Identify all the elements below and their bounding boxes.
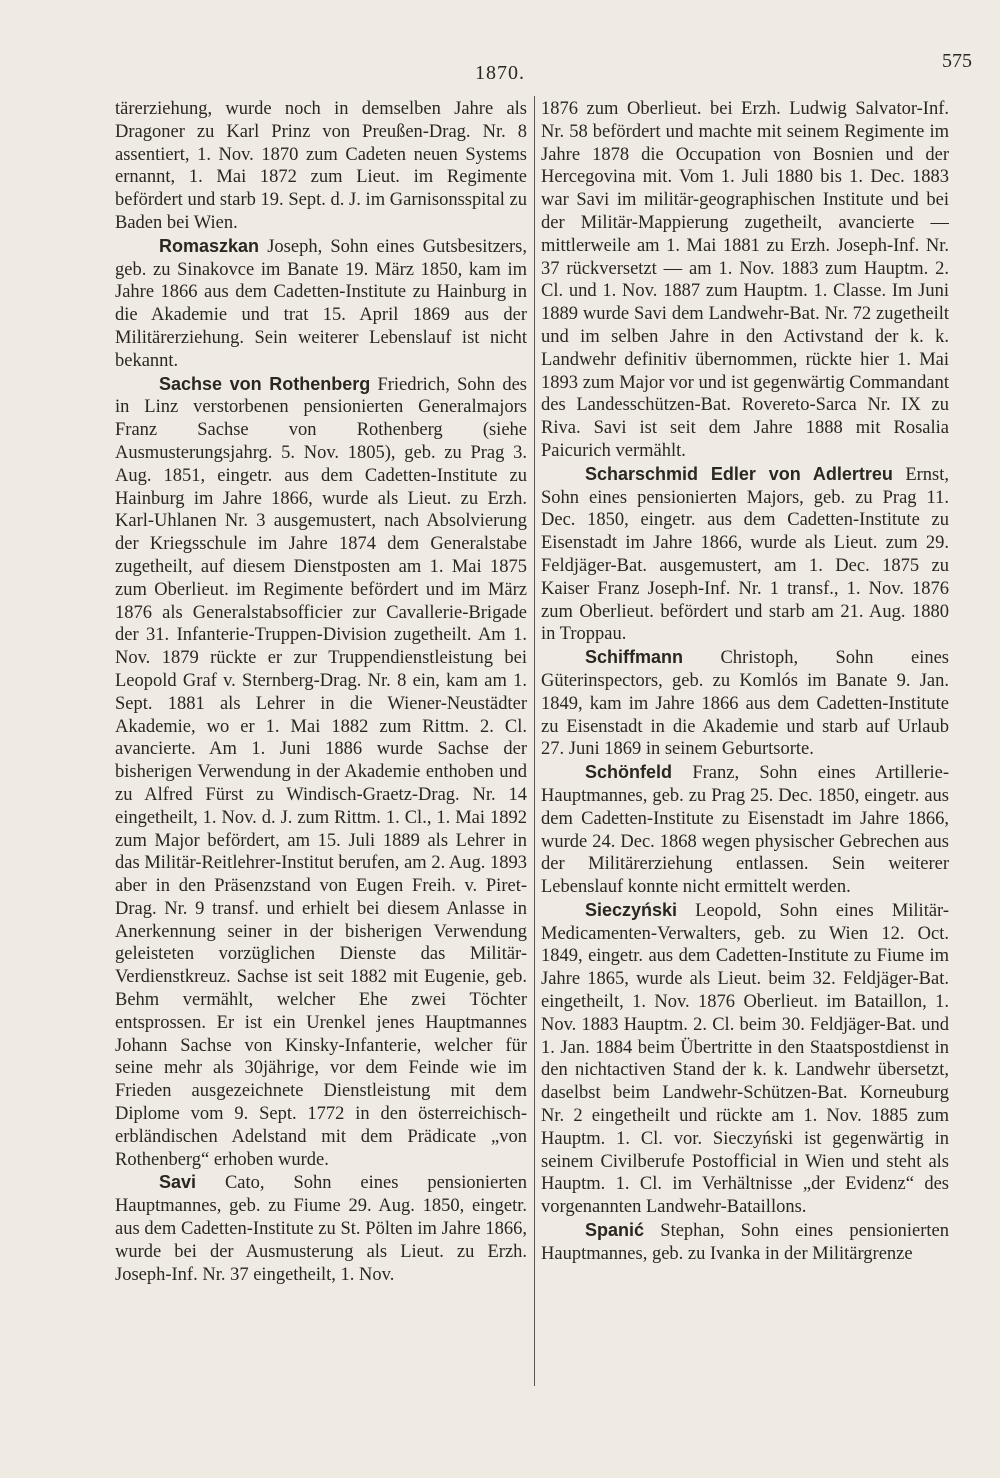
entry-text: 1876 zum Oberlieut. bei Erzh. Ludwig Salvator-Inf. Nr. 58 befördert und machte mit seinem Regimente im Jahre 1878 die Occupation von Bosnien und der Hercegovina mit. Vom 1. Juli 1880 bis 1. Dec. 1883 war Savi im militär-geographischen Institute und bei der Militär-Mappierung zugetheilt, avancierte — mittlerweile am 1. Mai 1881 zu Erzh. Joseph-Inf. Nr. 37 rückversetzt — am 1. Nov. 1883 zum Hauptm. 2. Cl. und 1. Nov. 1887 zum Hauptm. 1. Classe. Im Juni 1889 wurde Savi dem Landwehr-Bat. Nr. 72 zugetheilt und im selben Jahre in den Activstand der k. k. Landwehr definitiv übernommen, rückte hier 1. Mai 1893 zum Major vor und ist gegenwärtig Commandant des Landesschützen-Bat. Rovereto-Sarca Nr. IX zu Riva. Savi ist seit dem Jahre 1888 mit Rosalia Paicurich vermählt. (541, 99, 949, 461)
entry-schoenfeld (541, 761, 949, 899)
entry-text: tärerziehung, wurde noch in demselben Jahre als Dragoner zu Karl Prinz von Preußen-Drag. Nr. 8 assentiert, 1. Nov. 1870 zum Cadeten neuen Systems ernannt, 1. Mai 1872 zum Lieut. im Regimente befördert und starb 19. Sept. d. J. im Garnisonsspital zu Baden bei Wien. (115, 99, 527, 233)
entry-text: Leopold, Sohn eines Militär-Medicamenten-Verwalters, geb. zu Wien 12. Oct. 1849, eingetr. aus dem Cadetten-Institute zu Fiume im Jahre 1865, wurde als Lieut. beim 32. Feldjäger-Bat. eingetheilt, 1. Nov. 1876 Oberlieut. im Bataillon, 1. Nov. 1883 Hauptm. 2. Cl. beim 30. Feldjäger-Bat. und 1. Jan. 1884 beim Übertritte in den Staatspostdienst in den nichtactiven Stand der k. k. Landwehr übersetzt, daselbst beim Landwehr-Schützen-Bat. Korneuburg Nr. 2 eingetheilt und rückte am 1. Nov. 1885 zum Hauptm. 1. Cl. vor. Sieczyński ist gegenwärtig in seinem Civilberufe Postofficial in Wien und steht als Hauptm. 1. Cl. im Verhältnisse „der Evidenz“ des vorgenannten Landwehr-Bataillons. (541, 900, 949, 1218)
right-column (541, 98, 949, 1388)
entry-text: Stephan, Sohn eines pensionierten Hauptmannes, geb. zu Ivanka in der Militärgrenze (541, 1221, 949, 1264)
entry-continuation (115, 98, 527, 235)
entry-name: Savi (159, 1172, 197, 1193)
page-number: 575 (942, 50, 972, 72)
column-divider (534, 96, 535, 1386)
entry-name: Sieczyński (585, 899, 678, 920)
entry-name: Schiffmann (585, 647, 684, 668)
entry-name: Schönfeld (585, 762, 673, 783)
left-column (115, 98, 527, 1388)
entry-sachse-von-rothenberg (115, 373, 527, 1172)
entry-name: Romaszkan (159, 235, 260, 256)
entry-scharschmid (541, 463, 949, 646)
entry-text: Joseph, Sohn eines Gutsbesitzers, geb. zu Sinakovce im Banate 19. März 1850, kam im Jahre 1866 aus dem Cadetten-Institute zu Hainburg in die Akademie und trat 15. April 1869 aus der Militärerziehung. Sein weiterer Lebenslauf ist nicht bekannt. (115, 236, 527, 371)
entry-schiffmann (541, 646, 949, 761)
entry-name: Sachse von Rothenberg (159, 373, 371, 394)
entry-name: Spanić (585, 1220, 645, 1241)
entry-sieczynski (541, 899, 949, 1219)
entry-text: Cato, Sohn eines pensionierten Hauptmannes, geb. zu Fiume 29. Aug. 1850, eingetr. aus dem Cadetten-Institute zu St. Pölten im Jahre 1866, wurde bei der Ausmusterung als Lieut. zu Erzh. Joseph-Inf. Nr. 37 eingetheilt, 1. Nov. (115, 1173, 527, 1285)
entry-spanic (541, 1219, 949, 1266)
entry-savi (115, 1171, 527, 1286)
entry-continuation (541, 98, 949, 463)
entry-text: Ernst, Sohn eines pensionierten Majors, geb. zu Prag 11. Dec. 1850, eingetr. aus dem Cadetten-Institute zu Eisenstadt im Jahre 1866, wurde als Lieut. zum 29. Feldjäger-Bat. ausgemustert, am 1. Dec. 1875 zu Kaiser Franz Joseph-Inf. Nr. 1 transf., 1. Nov. 1876 zum Oberlieut. befördert und starb am 21. Aug. 1880 in Troppau. (541, 464, 949, 645)
entry-text: Friedrich, Sohn des in Linz verstorbenen pensionierten Generalmajors Franz Sachse von Rothenberg (siehe Ausmusterungsjahrg. 5. Nov. 1805), geb. zu Prag 3. Aug. 1851, eingetr. aus dem Cadetten-Institute zu Hainburg im Jahre 1866, wurde als Lieut. zu Erzh. Karl-Uhlanen Nr. 3 ausgemustert, nach Absolvierung der Kriegsschule im Jahre 1874 dem Generalstabe zugetheilt, auf diesem Dienstposten am 1. Mai 1875 zum Oberlieut. im Regimente befördert und im März 1876 als Generalstabsofficier zur Cavallerie-Brigade der 31. Infanterie-Truppen-Division zugetheilt. Am 1. Nov. 1879 rückte er zur Truppendienstleistung bei Leopold Graf v. Sternberg-Drag. Nr. 8 ein, kam am 1. Sept. 1881 als Lehrer in die Wiener-Neustädter Akademie, wo er 1. Mai 1882 zum Rittm. 2. Cl. avancierte. Am 1. Juni 1886 wurde Sachse der bisherigen Verwendung in der Akademie enthoben und zu Alfred Fürst zu Windisch-Graetz-Drag. Nr. 14 eingetheilt, 1. Nov. d. J. zum Rittm. 1. Cl., 1. Mai 1892 zum Major befördert, am 15. Juli 1889 als Lehrer in das Militär-Reitlehrer-Institut berufen, am 2. Aug. 1893 aber in den Präsenzstand von Eugen Freih. v. Piret-Drag. Nr. 9 transf. und erhielt bei diesem Anlasse in Anerkennung seiner in der bisherigen Verwendung geleisteten vorzüglichen Dienste das Militär-Verdienstkreuz. Sachse ist seit 1882 mit Eugenie, geb. Behm vermählt, welcher Ehe zwei Töchter entsprossen. Er ist ein Urenkel jenes Hauptmannes Johann Sachse von Kinsky-Infanterie, welcher für seine mehr als 30jährige, vor dem Feinde wie im Frieden ausgezeichnete Dienstleistung mit dem Diplome vom 9. Sept. 1772 in den österreichisch-erbländischen Adelstand mit dem Prädicate „von Rothenberg“ erhoben wurde. (115, 374, 527, 1170)
page-header-year: 1870. (475, 62, 525, 84)
entry-name: Scharschmid Edler von Adlertreu (585, 463, 893, 484)
entry-text: Christoph, Sohn eines Güterinspectors, geb. zu Komlós im Banate 9. Jan. 1849, kam im Jahre 1866 aus dem Cadetten-Institute zu Eisenstadt in die Akademie und starb auf Urlaub 27. Juni 1869 in seinem Geburtsorte. (541, 648, 949, 760)
entry-text: Franz, Sohn eines Artillerie-Hauptmannes, geb. zu Prag 25. Dec. 1850, eingetr. aus dem Cadetten-Institute zu Eisenstadt im Jahre 1866, wurde 24. Dec. 1868 wegen physischer Gebrechen aus der Militärerziehung entlassen. Sein weiterer Lebenslauf konnte nicht ermittelt werden. (541, 763, 949, 898)
entry-romaszkan (115, 235, 527, 373)
